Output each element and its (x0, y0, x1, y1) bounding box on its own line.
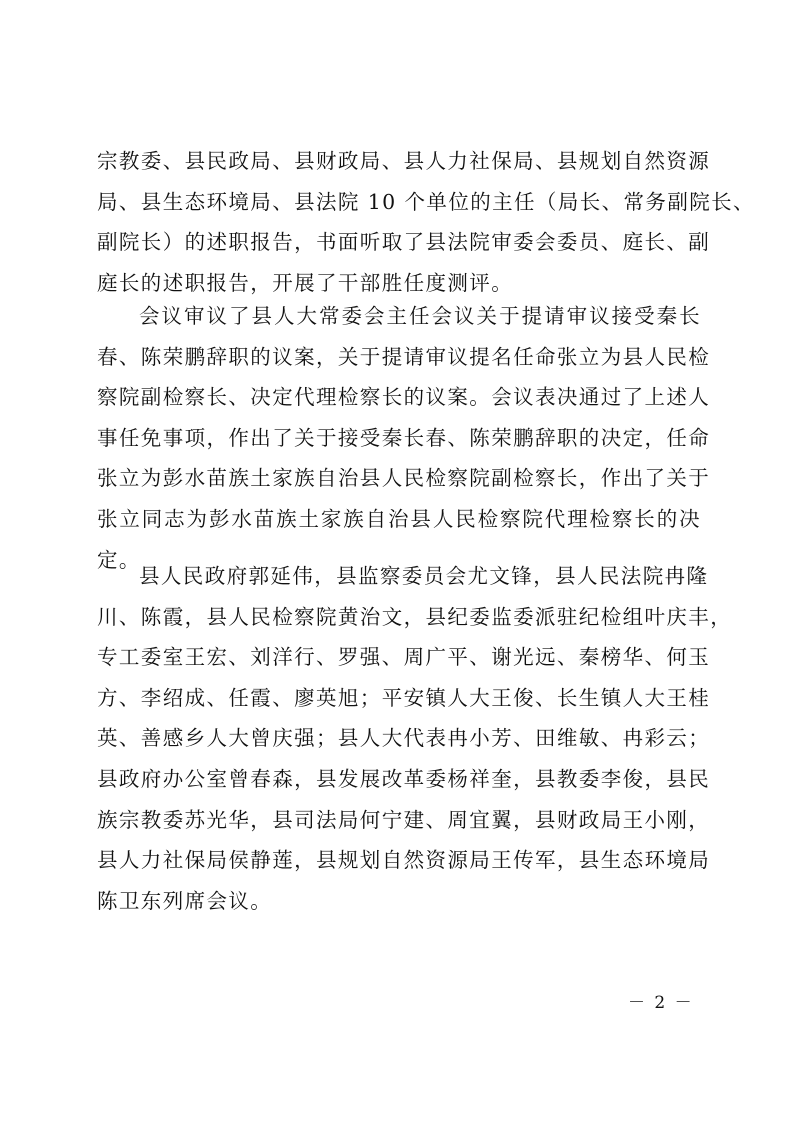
paragraph-line: 方、李绍成、任霞、廖英旭；平安镇人大王俊、长生镇人大王桂 (97, 685, 711, 710)
paragraph-line: 副院长）的述职报告，书面听取了县法院审委会委员、庭长、副 (97, 230, 711, 255)
paragraph-2 (97, 296, 711, 580)
paragraph-line: 春、陈荣鹏辞职的议案，关于提请审议提名任命张立为县人民检 (97, 344, 711, 369)
paragraph-line: 张立为彭水苗族土家族自治县人民检察院副检察长，作出了关于 (97, 466, 711, 491)
page-number: － 2 － (628, 993, 694, 1013)
paragraph-line: 宗教委、县民政局、县财政局、县人力社保局、县规划自然资源 (97, 149, 711, 173)
paragraph-line: 县政府办公室曾春森，县发展改革委杨祥奎，县教委李俊，县民 (97, 766, 711, 791)
paragraph-3 (97, 556, 733, 921)
paragraph-line: 事任免事项，作出了关于接受秦长春、陈荣鹏辞职的决定，任命 (97, 425, 711, 450)
paragraph-line: 县人民政府郭延伟，县监察委员会尤文锋，县人民法院冉隆 (139, 564, 709, 588)
paragraph-line: 英、善感乡人大曾庆强；县人大代表冉小芳、田维敏、冉彩云； (97, 726, 711, 751)
paragraph-line: 定。 (97, 547, 141, 572)
paragraph-line: 庭长的述职报告，开展了干部胜任度测评。 (97, 270, 514, 295)
paragraph-line: 县人力社保局侯静莲，县规划自然资源局王传军，县生态环境局 (97, 848, 711, 873)
paragraph-line: 川、陈霞，县人民检察院黄治文，县纪委监委派驻纪检组叶庆丰， (97, 604, 733, 629)
paragraph-line: 陈卫东列席会议。 (97, 888, 273, 913)
paragraph-line: 局、县生态环境局、县法院 10 个单位的主任（局长、常务副院长、 (97, 189, 755, 214)
paragraph-line: 察院副检察长、决定代理检察长的议案。会议表决通过了上述人 (97, 385, 711, 410)
paragraph-1 (97, 141, 755, 303)
paragraph-line: 会议审议了县人大常委会主任会议关于提请审议接受秦长 (139, 304, 701, 328)
paragraph-line: 张立同志为彭水苗族土家族自治县人民检察院代理检察长的决 (97, 506, 701, 531)
paragraph-line: 族宗教委苏光华，县司法局何宁建、周宜翼，县财政局王小刚， (97, 807, 711, 832)
paragraph-line: 专工委室王宏、刘洋行、罗强、周广平、谢光远、秦榜华、何玉 (97, 645, 711, 670)
